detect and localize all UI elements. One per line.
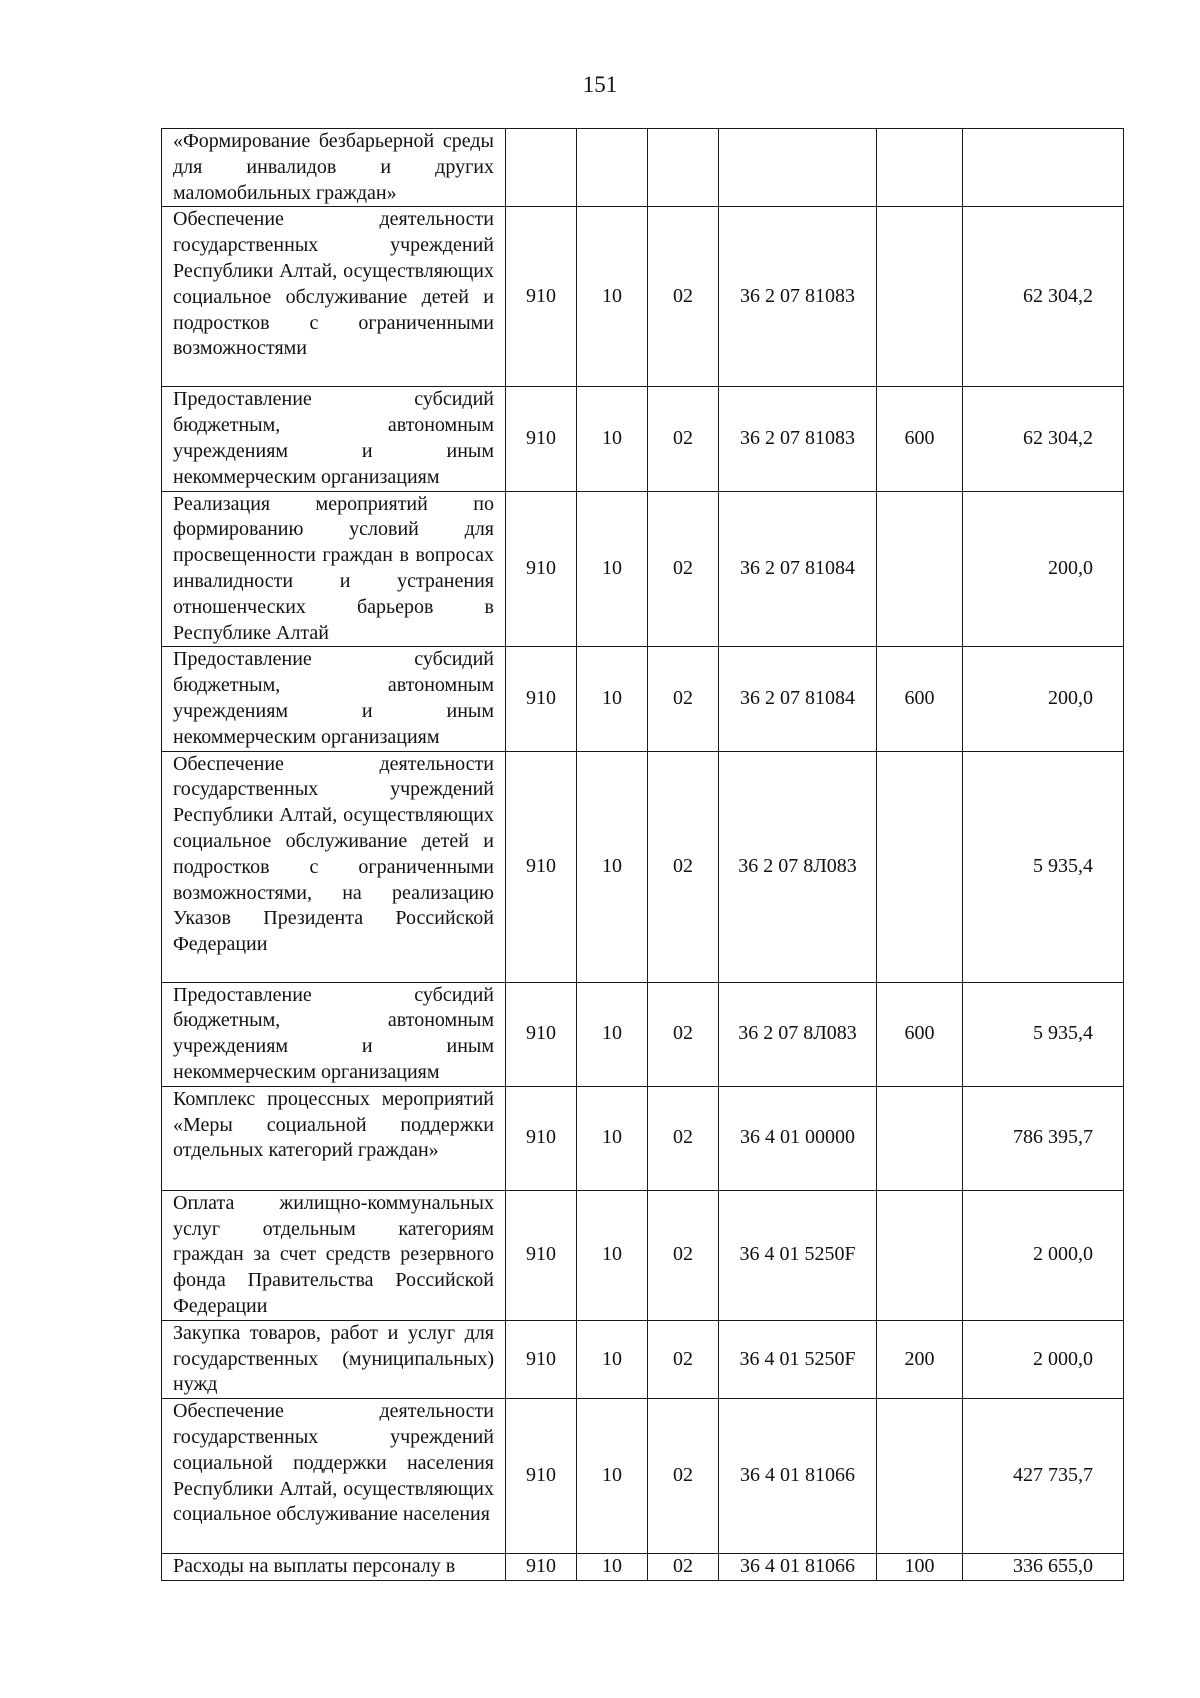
subsection-cell: 02	[648, 1086, 719, 1190]
grbs-cell: 910	[506, 1320, 577, 1398]
amount-cell: 336 655,0	[963, 1554, 1124, 1581]
subsection-cell: 02	[648, 647, 719, 751]
subsection-cell: 02	[648, 751, 719, 982]
section-cell: 10	[577, 647, 648, 751]
row-name: Обеспечение деятельности государственных учреждений Республики Алтай, осуществляющих социальное обслуживание детей и подростков с ограниченными возможностями	[162, 207, 506, 387]
section-cell: 10	[577, 1086, 648, 1190]
expense-type-cell: 600	[877, 387, 963, 491]
target-article-cell: 36 2 07 81084	[719, 491, 877, 647]
amount-cell	[963, 129, 1124, 207]
subsection-cell: 02	[648, 207, 719, 387]
grbs-cell: 910	[506, 491, 577, 647]
amount-cell: 786 395,7	[963, 1086, 1124, 1190]
table-row	[162, 982, 1124, 1086]
row-name: Предоставление субсидий бюджетным, автономным учреждениям и иным некоммерческим организациям	[162, 387, 506, 491]
target-article-cell: 36 4 01 81066	[719, 1399, 877, 1554]
section-cell: 10	[577, 207, 648, 387]
table-row	[162, 1554, 1124, 1581]
table-row	[162, 129, 1124, 207]
section-cell: 10	[577, 1320, 648, 1398]
row-name: Комплекс процессных мероприятий «Меры социальной поддержки отдельных категорий граждан»	[162, 1086, 506, 1190]
subsection-cell: 02	[648, 387, 719, 491]
subsection-cell: 02	[648, 1554, 719, 1581]
section-cell: 10	[577, 1554, 648, 1581]
expense-type-cell: 600	[877, 647, 963, 751]
expense-type-cell: 100	[877, 1554, 963, 1581]
amount-cell: 62 304,2	[963, 207, 1124, 387]
subsection-cell: 02	[648, 1190, 719, 1320]
table-row	[162, 1320, 1124, 1398]
target-article-cell: 36 2 07 81083	[719, 387, 877, 491]
grbs-cell: 910	[506, 1554, 577, 1581]
row-name: Реализация мероприятий по формированию условий для просвещенности граждан в вопросах инвалидности и устранения отношенческих барьеров в Республике Алтай	[162, 491, 506, 647]
row-name: Предоставление субсидий бюджетным, автономным учреждениям и иным некоммерческим организациям	[162, 982, 506, 1086]
target-article-cell: 36 2 07 81084	[719, 647, 877, 751]
amount-cell: 2 000,0	[963, 1190, 1124, 1320]
section-cell: 10	[577, 1399, 648, 1554]
grbs-cell: 910	[506, 1190, 577, 1320]
grbs-cell: 910	[506, 1086, 577, 1190]
table-row	[162, 387, 1124, 491]
target-article-cell	[719, 129, 877, 207]
row-name: Обеспечение деятельности государственных учреждений Республики Алтай, осуществляющих социальное обслуживание детей и подростков с ограниченными возможностями, на реализацию Указов Президента Российской Федерации	[162, 751, 506, 982]
grbs-cell: 910	[506, 387, 577, 491]
grbs-cell: 910	[506, 207, 577, 387]
section-cell	[577, 129, 648, 207]
grbs-cell	[506, 129, 577, 207]
target-article-cell: 36 4 01 81066	[719, 1554, 877, 1581]
expense-type-cell	[877, 207, 963, 387]
table-row	[162, 1086, 1124, 1190]
table-row	[162, 207, 1124, 387]
amount-cell: 200,0	[963, 647, 1124, 751]
expense-type-cell	[877, 1399, 963, 1554]
grbs-cell: 910	[506, 1399, 577, 1554]
expense-type-cell: 200	[877, 1320, 963, 1398]
row-name: Оплата жилищно-коммунальных услуг отдельным категориям граждан за счет средств резервного фонда Правительства Российской Федерации	[162, 1190, 506, 1320]
expense-type-cell	[877, 751, 963, 982]
target-article-cell: 36 2 07 8Л083	[719, 982, 877, 1086]
amount-cell: 2 000,0	[963, 1320, 1124, 1398]
expense-type-cell	[877, 491, 963, 647]
amount-cell: 5 935,4	[963, 982, 1124, 1086]
target-article-cell: 36 2 07 8Л083	[719, 751, 877, 982]
expense-type-cell	[877, 1190, 963, 1320]
amount-cell: 427 735,7	[963, 1399, 1124, 1554]
target-article-cell: 36 4 01 5250F	[719, 1320, 877, 1398]
table-row	[162, 751, 1124, 982]
row-name: Закупка товаров, работ и услуг для государственных (муниципальных) нужд	[162, 1320, 506, 1398]
target-article-cell: 36 4 01 5250F	[719, 1190, 877, 1320]
row-name: «Формирование безбарьерной среды для инвалидов и других маломобильных граждан»	[162, 129, 506, 207]
table-row	[162, 1190, 1124, 1320]
expense-type-cell: 600	[877, 982, 963, 1086]
grbs-cell: 910	[506, 982, 577, 1086]
subsection-cell	[648, 129, 719, 207]
section-cell: 10	[577, 491, 648, 647]
target-article-cell: 36 4 01 00000	[719, 1086, 877, 1190]
table-row	[162, 1399, 1124, 1554]
section-cell: 10	[577, 751, 648, 982]
amount-cell: 200,0	[963, 491, 1124, 647]
subsection-cell: 02	[648, 491, 719, 647]
expense-type-cell	[877, 1086, 963, 1190]
amount-cell: 5 935,4	[963, 751, 1124, 982]
table-row	[162, 491, 1124, 647]
section-cell: 10	[577, 387, 648, 491]
grbs-cell: 910	[506, 751, 577, 982]
target-article-cell: 36 2 07 81083	[719, 207, 877, 387]
expense-type-cell	[877, 129, 963, 207]
table-row	[162, 647, 1124, 751]
row-name: Расходы на выплаты персоналу в	[162, 1554, 506, 1581]
subsection-cell: 02	[648, 1320, 719, 1398]
budget-table	[161, 128, 1124, 1581]
row-name: Обеспечение деятельности государственных учреждений социальной поддержки населения Республики Алтай, осуществляющих социальное обслуживание населения	[162, 1399, 506, 1554]
grbs-cell: 910	[506, 647, 577, 751]
row-name: Предоставление субсидий бюджетным, автономным учреждениям и иным некоммерческим организациям	[162, 647, 506, 751]
page-number: 151	[582, 72, 618, 97]
amount-cell: 62 304,2	[963, 387, 1124, 491]
subsection-cell: 02	[648, 982, 719, 1086]
subsection-cell: 02	[648, 1399, 719, 1554]
section-cell: 10	[577, 982, 648, 1086]
section-cell: 10	[577, 1190, 648, 1320]
